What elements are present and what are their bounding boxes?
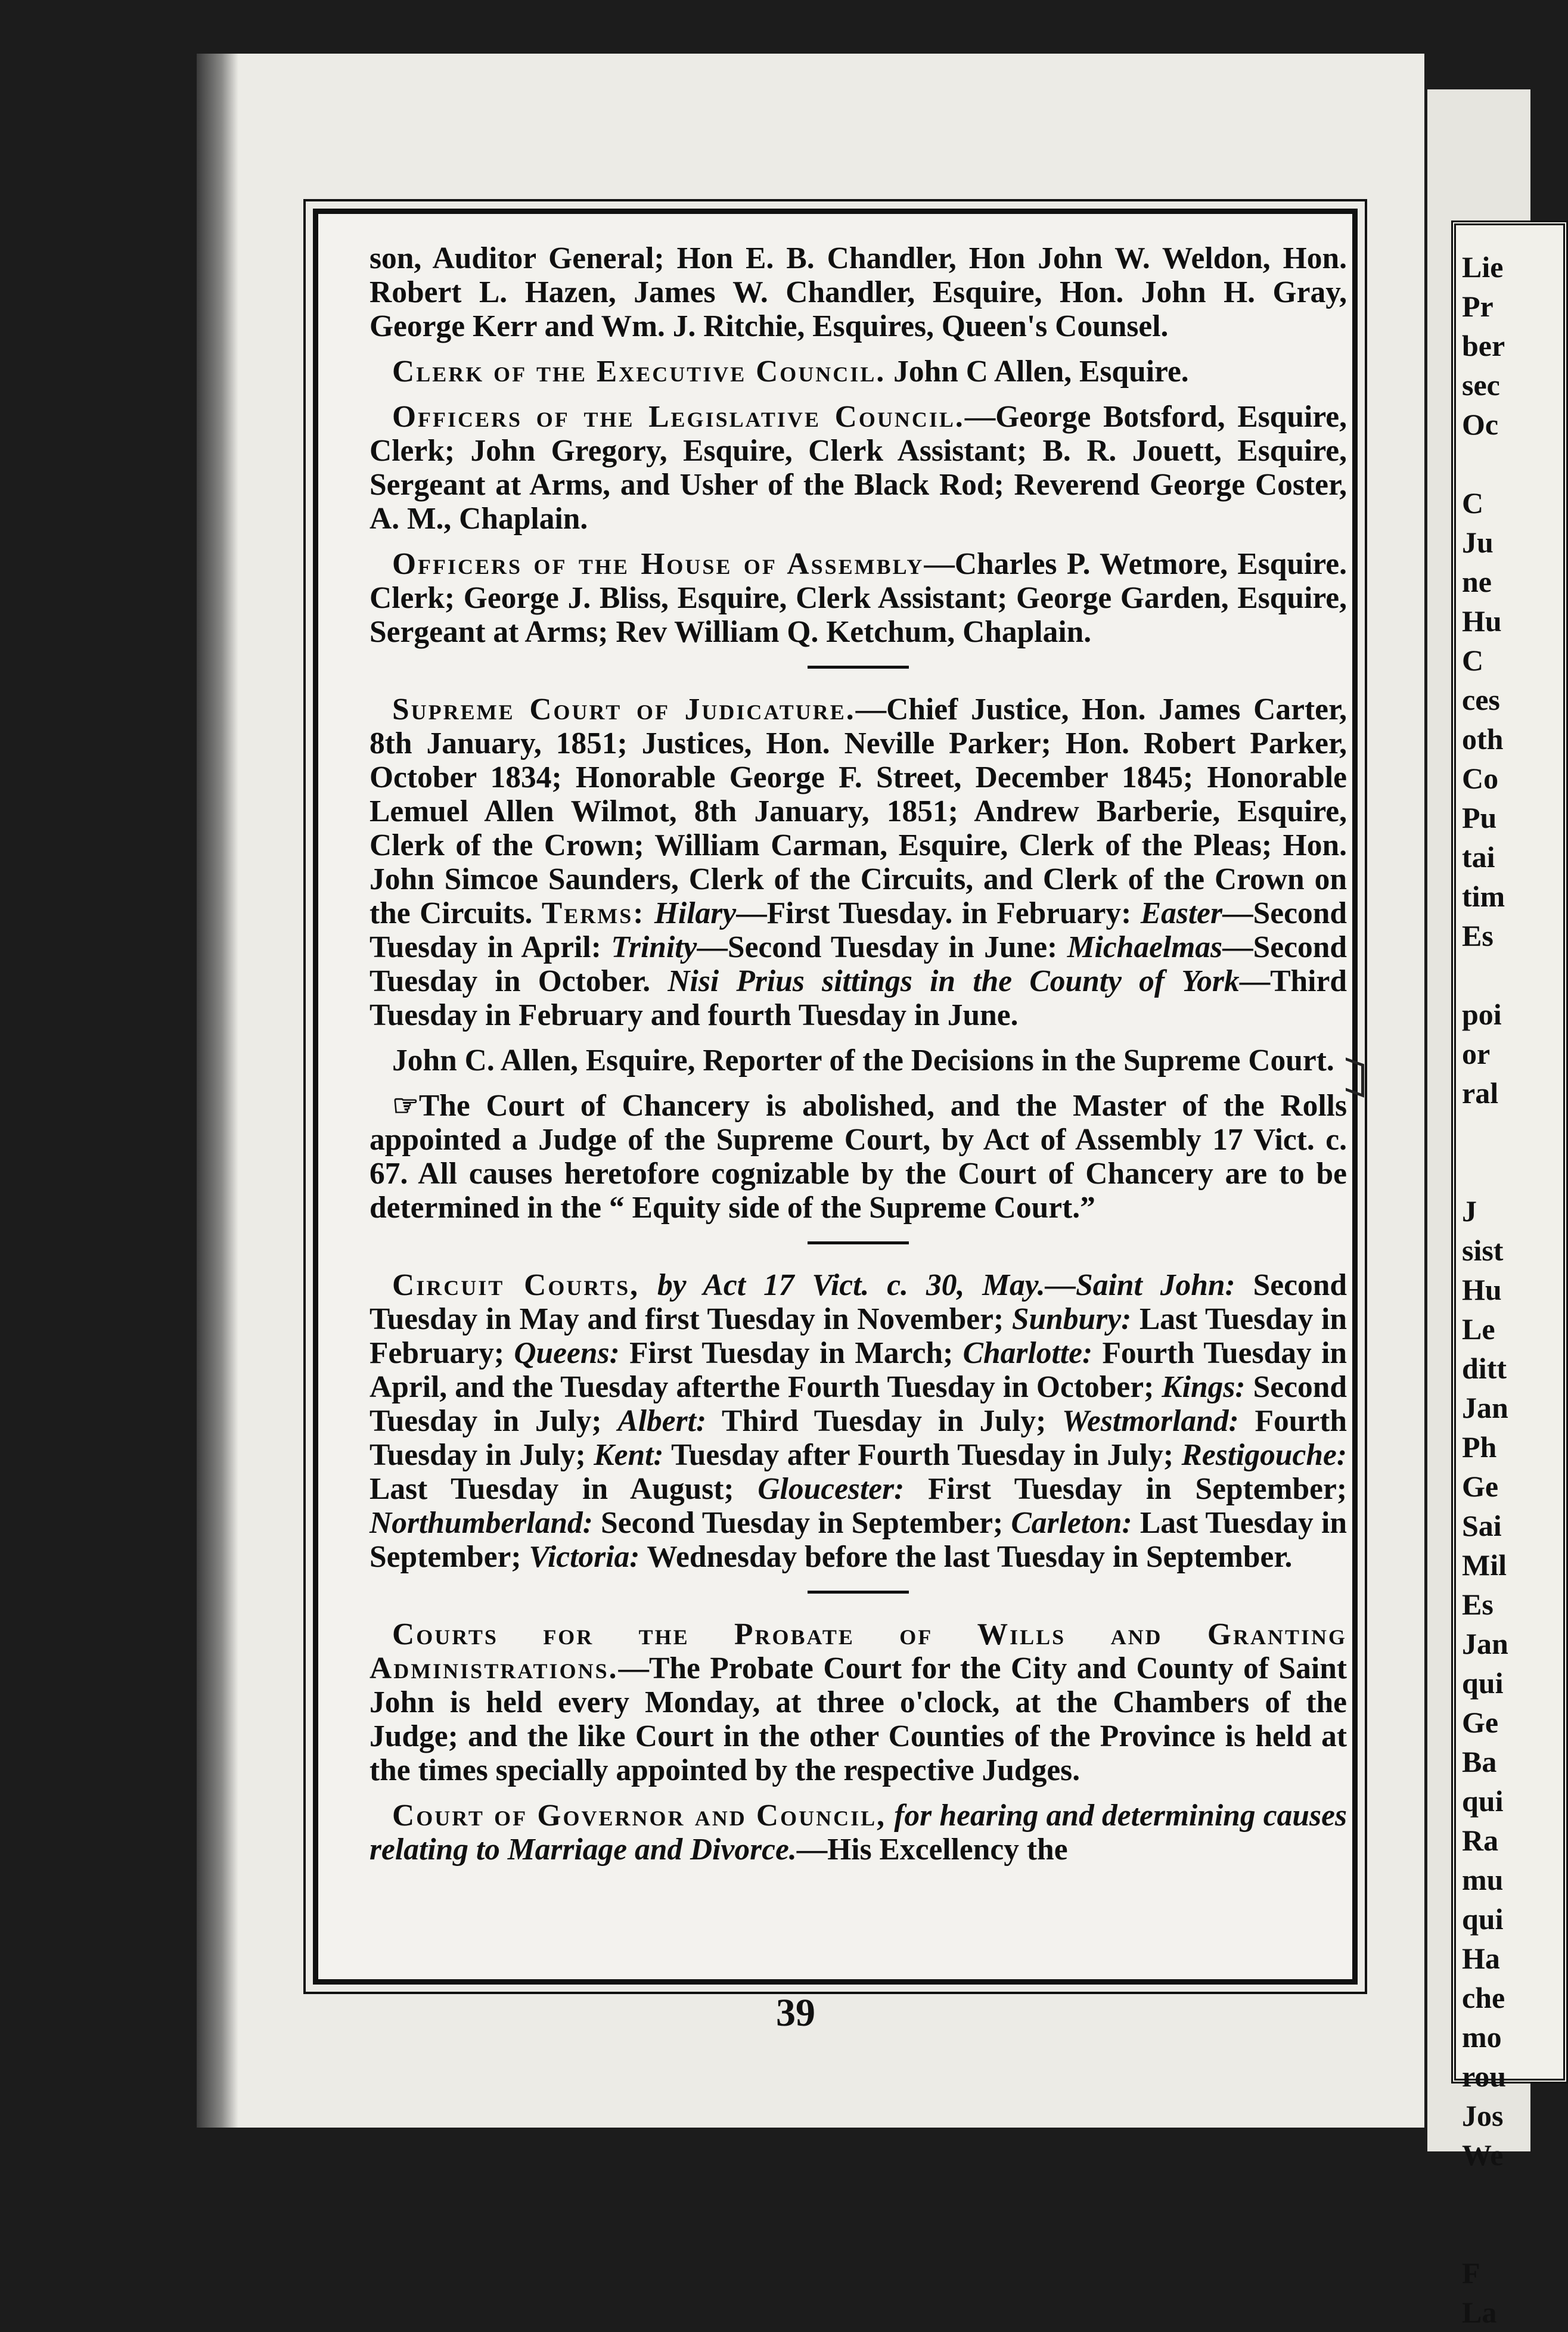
facing-page-fragment: La <box>1462 2296 1497 2329</box>
facing-page-fragment: C <box>1462 644 1484 677</box>
intro-paragraph: son, Auditor General; Hon E. B. Chandler, Hon John W. Weldon, Hon. Robert L. Hazen, James W. Chandler, Esquire, Hon. John H. Gray, George Kerr and Wm. J. Ritchie, Esquires, Queen's Counsel. <box>370 241 1347 343</box>
chancery-paragraph: ☞The Court of Chancery is abolished, and the Master of the Rolls appointed a Judge of the Supreme Court, by Act of Assembly 17 Vict. c. 67. All causes heretofore cognizable by the Court of Chancery are to be determined in the “ Equity side of the Supreme Court.” <box>370 1089 1347 1225</box>
page-content <box>370 241 1347 1878</box>
section-heading: Clerk of the Executive Council. <box>392 355 886 389</box>
facing-page-fragment: qui <box>1462 1784 1504 1818</box>
section-divider <box>808 1591 909 1594</box>
facing-page-fragment: Mil <box>1462 1548 1507 1582</box>
facing-page-fragment <box>1462 444 1527 483</box>
section-heading: Officers of the Legislative Council. <box>392 400 965 434</box>
legislative-council-officers: Officers of the Legislative Council.—George Botsford, Esquire, Clerk; John Gregory, Esquire, Clerk Assistant; B. R. Jouett, Esquire, Sergeant at Arms, and Usher of the Black Rod; Reverend George Coster, A. M., Chaplain. <box>370 400 1347 536</box>
house-assembly-officers: Officers of the House of Assembly—Charles P. Wetmore, Esquire. Clerk; George J. Bliss, Esquire, Clerk Assistant; George Garden, Esquire, Sergeant at Arms; Rev William Q. Ketchum, Chaplain. <box>370 547 1347 649</box>
facing-page-fragment: Ha <box>1462 1942 1500 1975</box>
facing-page-fragment: ces <box>1462 683 1500 716</box>
facing-page-fragment: Es <box>1462 919 1494 952</box>
facing-page-fragment: sist <box>1462 1234 1504 1267</box>
facing-page-fragment: Es <box>1462 1588 1494 1621</box>
facing-page-fragment: Hu <box>1462 1273 1502 1306</box>
facing-page-fragment: Jan <box>1462 1391 1508 1424</box>
clerk-executive-council: Clerk of the Executive Council. John C Allen, Esquire. <box>392 355 1189 389</box>
page-number: 39 <box>776 1991 815 2035</box>
facing-page-fragment: ditt <box>1462 1352 1507 1385</box>
facing-page-fragment: Ph <box>1462 1430 1497 1464</box>
facing-page-fragment <box>1462 1113 1527 1152</box>
facing-page <box>1427 89 1530 2329</box>
facing-page-fragment: rou <box>1462 2060 1507 2093</box>
section-heading: Circuit Courts, <box>392 1268 639 1302</box>
facing-page-fragment: che <box>1462 1981 1505 2014</box>
facing-page-fragment: qui <box>1462 1666 1504 1700</box>
facing-page-fragment: Pr <box>1462 290 1494 323</box>
facing-page-fragment: Hu <box>1462 604 1502 638</box>
facing-page-fragment: Jos <box>1462 2099 1504 2132</box>
facing-page-fragment: oth <box>1462 722 1504 756</box>
facing-page-fragment: ne <box>1462 565 1492 598</box>
facing-page-fragment: qui <box>1462 1902 1504 1936</box>
supreme-court-paragraph: Supreme Court of Judicature.—Chief Justice, Hon. James Carter, 8th January, 1851; Justices, Hon. Neville Parker; Hon. Robert Parker, October 1834; Honorable George F. Street, December 1845; Honorable Lemuel Allen Wilmot, 8th January, 1851; Andrew Barberie, Esquire, Clerk of the Crown; William Carman, Esquire, Clerk of the Pleas; Hon. John Simcoe Saunders, Clerk of the Circuits, and Clerk of the Crown on the Circuits. Terms: Hilary—First Tuesday. in February: Easter—Second Tuesday in April: Trinity—Second Tuesday in June: Michaelmas—Second Tuesday in October. Nisi Prius sittings in the County of York—Third Tuesday in February and fourth Tuesday in June. <box>370 693 1347 1032</box>
circuit-courts-paragraph: Circuit Courts, by Act 17 Vict. c. 30, May.—Saint John: Second Tuesday in May and first Tuesday in November; Sunbury: Last Tuesday in February; Queens: First Tuesday in March; Charlotte: Fourth Tuesday in April, and the Tuesday afterthe Fourth Tuesday in October; Kings: Second Tuesday in July; Albert: Third Tuesday in July; Westmorland: Fourth Tuesday in July; Kent: Tuesday after Fourth Tuesday in July; Restigouche: Last Tuesday in August; Gloucester: First Tuesday in September; Northumberland: Second Tuesday in September; Carleton: Last Tuesday in September; Victoria: Wednesday before the last Tuesday in September. <box>370 1268 1347 1574</box>
section-divider <box>808 666 909 669</box>
facing-page-fragment: We <box>1462 2138 1504 2172</box>
facing-page-fragment <box>1462 1152 1527 1191</box>
section-heading: Court of Governor and Council, <box>392 1799 887 1833</box>
facing-page-fragment: mu <box>1462 1863 1504 1896</box>
facing-page-fragment: Ba <box>1462 1745 1497 1778</box>
facing-page-text <box>1462 247 1527 2332</box>
section-divider <box>808 1241 909 1244</box>
facing-page-fragment: Ge <box>1462 1470 1499 1503</box>
facing-page-fragment: sec <box>1462 368 1500 402</box>
section-heading: Courts for the Probate of Wills and Granting Administrations. <box>370 1617 1347 1685</box>
reporter-paragraph: John C. Allen, Esquire, Reporter of the Decisions in the Supreme Court. <box>392 1044 1334 1077</box>
facing-page-fragment: Le <box>1462 1312 1495 1346</box>
page-tab-mark <box>1346 1057 1364 1097</box>
section-heading: Officers of the House of Assembly <box>392 547 924 581</box>
facing-page-fragment: Ge <box>1462 1706 1499 1739</box>
facing-page-fragment: tai <box>1462 840 1495 874</box>
governor-council-paragraph: Court of Governor and Council, for hearing and determining causes relating to Marriage and Divorce.—His Excellency the <box>370 1799 1347 1867</box>
facing-page-fragment: F <box>1462 2256 1480 2290</box>
facing-page-fragment: tim <box>1462 880 1505 913</box>
facing-page-fragment: Ra <box>1462 1824 1499 1857</box>
facing-page-fragment: ral <box>1462 1076 1499 1110</box>
facing-page-fragment: ber <box>1462 329 1505 362</box>
facing-page-fragment: Pu <box>1462 801 1497 834</box>
facing-page-fragment: poi <box>1462 998 1502 1031</box>
probate-courts-paragraph: Courts for the Probate of Wills and Granting Administrations.—The Probate Court for the City and County of Saint John is held every Monday, at three o'clock, at the Chambers of the Judge; and the like Court in the other Counties of the Province is held at the times specially appointed by the respective Judges. <box>370 1617 1347 1787</box>
facing-page-fragment: C <box>1462 486 1484 520</box>
facing-page-fragment <box>1462 955 1527 995</box>
facing-page-fragment: Sai <box>1462 1509 1502 1542</box>
facing-page-fragment: Co <box>1462 762 1499 795</box>
facing-page-fragment <box>1462 2175 1527 2214</box>
facing-page-fragment: mo <box>1462 2020 1502 2054</box>
facing-page-fragment: Oc <box>1462 408 1499 441</box>
facing-page-fragment: Lie <box>1462 250 1504 284</box>
facing-page-fragment: Ju <box>1462 526 1494 559</box>
facing-page-fragment <box>1462 2214 1527 2253</box>
book-gutter <box>197 54 238 2128</box>
facing-page-fragment: or <box>1462 1037 1491 1070</box>
facing-page-fragment: J <box>1462 1194 1477 1228</box>
facing-page-fragment: Jan <box>1462 1627 1508 1660</box>
pointing-hand-icon: ☞ <box>392 1089 419 1122</box>
section-heading: Supreme Court of Judicature. <box>392 693 856 726</box>
